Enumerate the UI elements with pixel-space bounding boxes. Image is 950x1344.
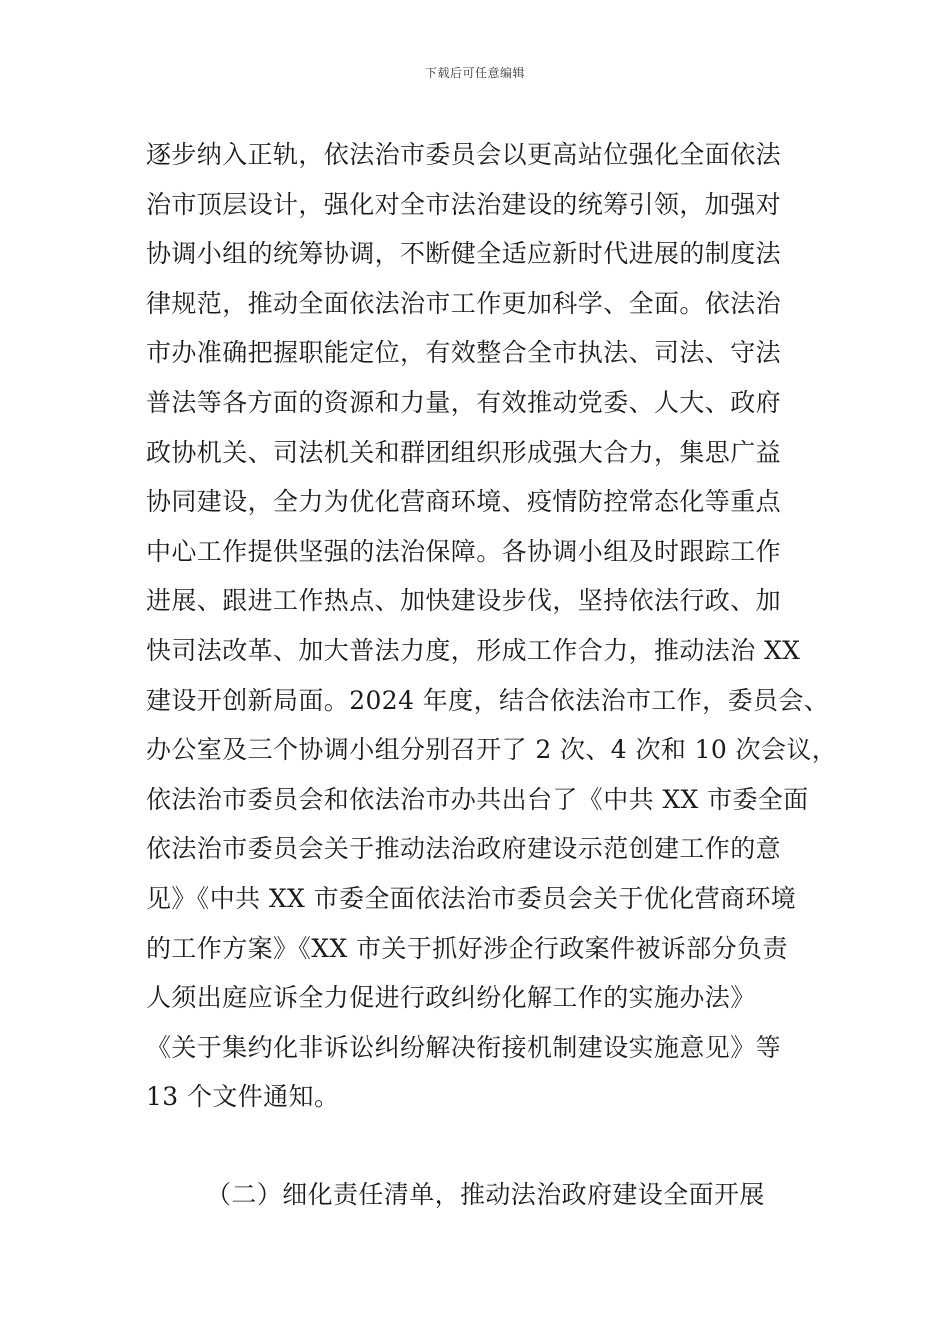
section-heading: （二）细化责任清单，推动法治政府建设全面开展 (206, 1180, 765, 1209)
paragraph-line: 快司法改革、加大普法力度，形成工作合力，推动法治 XX (146, 635, 801, 665)
paragraph-line: 中心工作提供坚强的法治保障。各协调小组及时跟踪工作 (146, 536, 782, 566)
page-header-note: 下载后可任意编辑 (424, 66, 525, 80)
paragraph-line: 的工作方案》《XX 市关于抓好涉企行政案件被诉部分负责 (146, 933, 788, 963)
paragraph-line: 依法治市委员会和依法治市办共出台了《中共 XX 市委全面 (146, 784, 809, 814)
paragraph-line: 办公室及三个协调小组分别召开了 2 次、4 次和 10 次会议， (146, 735, 838, 765)
paragraph-line: 律规范，推动全面依法治市工作更加科学、全面。依法治 (146, 288, 782, 318)
body-paragraph (146, 130, 836, 1122)
paragraph-line: 13 个文件通知。 (146, 1082, 340, 1112)
paragraph-line: 协同建设，全力为优化营商环境、疫情防控常态化等重点 (146, 487, 782, 517)
paragraph-line: 政协机关、司法机关和群团组织形成强大合力，集思广益 (146, 437, 782, 467)
paragraph-line: 协调小组的统筹协调，不断健全适应新时代进展的制度法 (146, 239, 782, 269)
paragraph-line: 见》《中共 XX 市委全面依法治市委员会关于优化营商环境 (146, 883, 797, 913)
paragraph-line: 《关于集约化非诉讼纠纷解决衔接机制建设实施意见》等 (146, 1032, 782, 1062)
paragraph-line: 进展、跟进工作热点、加快建设步伐，坚持依法行政、加 (146, 586, 782, 616)
paragraph-line: 建设开创新局面。2024 年度，结合依法治市工作，委员会、 (146, 685, 830, 715)
paragraph-line: 人须出庭应诉全力促进行政纠纷化解工作的实施办法》 (146, 983, 756, 1013)
paragraph-line: 治市顶层设计，强化对全市法治建设的统筹引领，加强对 (146, 189, 782, 219)
paragraph-line: 普法等各方面的资源和力量，有效推动党委、人大、政府 (146, 387, 782, 417)
paragraph-line: 逐步纳入正轨，依法治市委员会以更高站位强化全面依法 (146, 140, 782, 169)
paragraph-line: 市办准确把握职能定位，有效整合全市执法、司法、守法 (146, 338, 782, 368)
paragraph-line: 依法治市委员会关于推动法治政府建设示范创建工作的意 (146, 834, 782, 864)
